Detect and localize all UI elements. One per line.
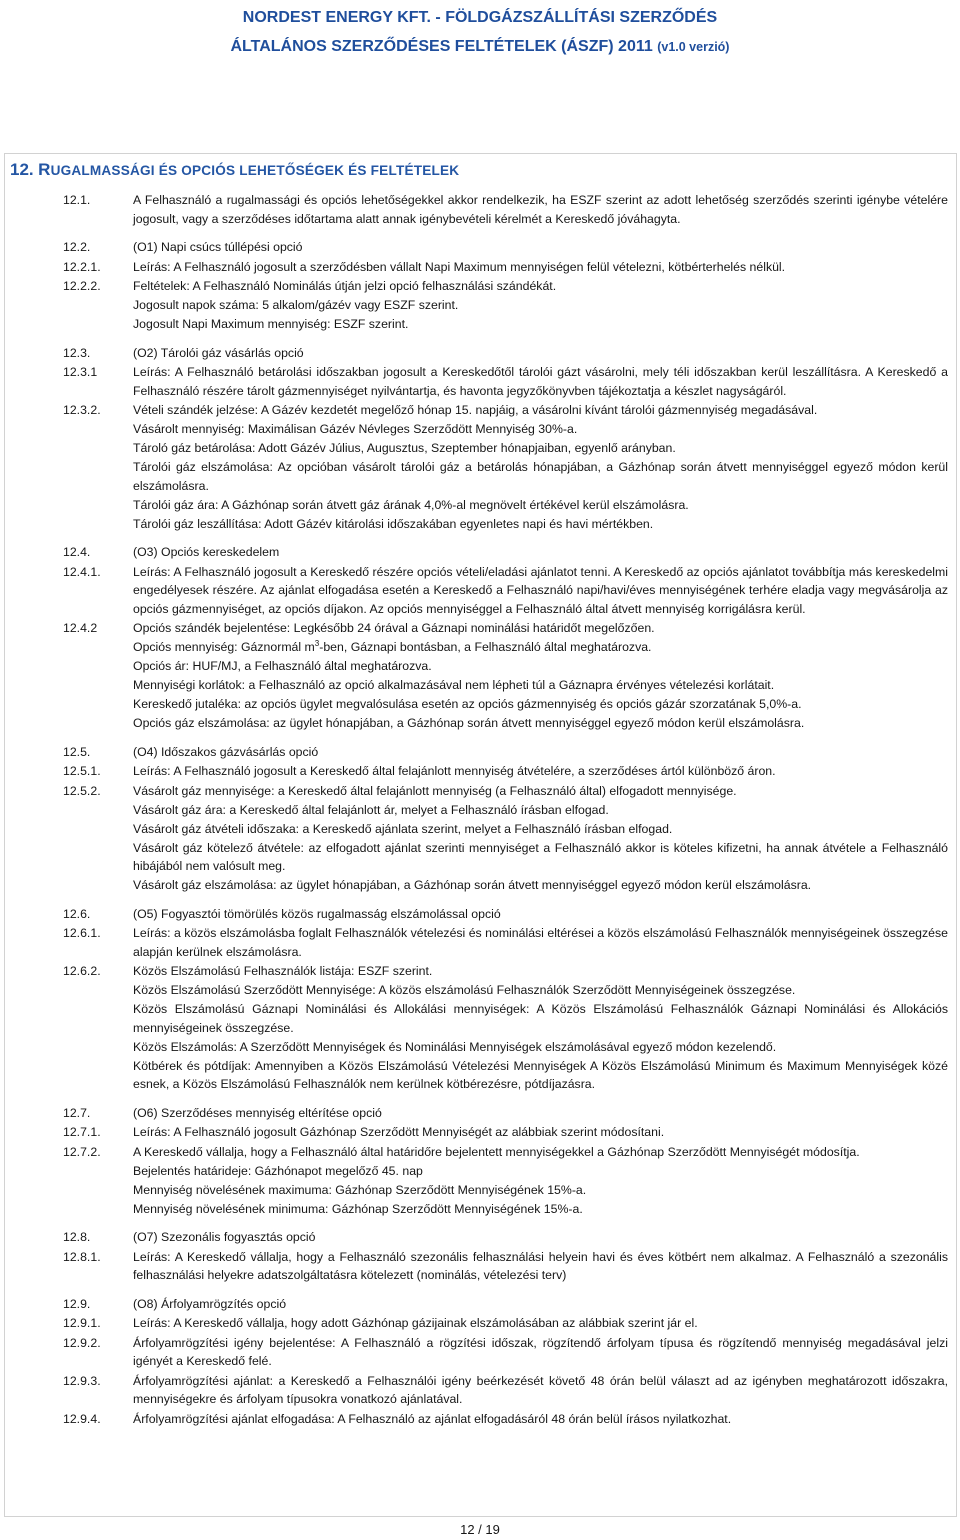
header-version: (v1.0 verzió) bbox=[657, 40, 730, 54]
option-heading-row bbox=[0, 1295, 960, 1314]
clause-number: 12.8. bbox=[63, 1230, 91, 1244]
clause-row bbox=[0, 277, 960, 334]
clause-paragraph: Opciós gáz elszámolása: az ügylet hónapjában, a Gázhónap során átvett mennyiséggel egyező módon kerül elszámolásra. bbox=[133, 716, 805, 730]
option-heading-row bbox=[0, 743, 960, 762]
option-heading-row bbox=[0, 238, 960, 257]
clause-paragraph: (O6) Szerződéses mennyiség eltérítése opció bbox=[133, 1105, 382, 1120]
clause-paragraph: Tárolói gáz elszámolása: Az opcióban vásárolt tárolói gáz a betárolás hónapjában, a Gázhónap során átvett mennyiséggel egyező módon kerül elszámolásra. bbox=[133, 460, 948, 493]
clause-text bbox=[133, 563, 948, 619]
clause-group bbox=[0, 1228, 960, 1285]
clause-number: 12.9. bbox=[63, 1296, 91, 1311]
clause-paragraph: Árfolyamrögzítési igény bejelentése: A Felhasználó a rögzítési időszak, rögzítendő árfolyam típusa és rögzítendő mennyiség megadásával jelzi igényét a Kereskedő felé. bbox=[133, 1335, 948, 1368]
clause-paragraph: (O8) Árfolyamrögzítés opció bbox=[133, 1296, 287, 1311]
header-title-line-1: NORDEST ENERGY KFT. - FÖLDGÁZSZÁLLÍTÁSI SZERZŐDÉS bbox=[242, 9, 718, 26]
clause-text bbox=[133, 1410, 948, 1429]
clause-text bbox=[133, 277, 948, 334]
clause-group bbox=[0, 238, 960, 334]
clause-number: 12.3. bbox=[63, 345, 91, 360]
clause-paragraph: A Felhasználó a rugalmassági és opciós lehetőségekkel akkor rendelkezik, ha ESZF szerint az adott lehetőség szerződés szerinti igénybe vételére jogosult, vagy a szerződéses időtartama alatt annak igénybevételi kérelmét a Kereskedő jóváhagyta. bbox=[133, 193, 948, 226]
clause-text bbox=[133, 1123, 948, 1142]
header-title-main: ÁLTALÁNOS SZERZŐDÉSES FELTÉTELEK (ÁSZF) 2011 bbox=[230, 38, 653, 55]
clause-paragraph: Jogosult napok száma: 5 alkalom/gázév vagy ESZF szerint. bbox=[133, 298, 459, 312]
clause-paragraph: Leírás: A Felhasználó jogosult a Kereskedő által felajánlott mennyiség átvételére, a szerződéses ártól különböző áron. bbox=[133, 764, 776, 778]
clause-number: 12.2.1. bbox=[63, 259, 101, 274]
clause-paragraph: Árfolyamrögzítési ajánlat: a Kereskedő a Felhasználói igény beérkezését követő 48 órán belül választ ad az igényben meghatározott időszakra, mennyiségekre és árfolyam típusokra vonatkozó ajánlatával. bbox=[133, 1373, 948, 1406]
superscript: 3 bbox=[314, 639, 320, 648]
clause-paragraph: Közös Elszámolású Szerződött Mennyisége: A közös elszámolású Felhasználók Szerződött Mennyiségeinek összegzése. bbox=[133, 983, 796, 997]
clause-paragraph: Vásárolt gáz kötelező átvétele: az elfogadott ajánlat szerinti mennyiséget a Felhasználó akkor is köteles kifizetni, ha annak átvétele a Felhasználó hibájából nem valósult meg. bbox=[133, 840, 948, 873]
clause-number: 12.9.4. bbox=[63, 1411, 101, 1426]
clause-number: 12.1. bbox=[63, 193, 91, 207]
clause-group bbox=[0, 905, 960, 1094]
clause-paragraph: Bejelentés határideje: Gázhónapot megelőző 45. nap bbox=[133, 1163, 423, 1178]
clause-row bbox=[0, 258, 960, 277]
clause-text bbox=[133, 962, 948, 1094]
clause-paragraph: A Kereskedő vállalja, hogy a Felhasználó által határidőre bejelentett mennyiségekkel a Gázhónap Szerződött Mennyiségét módosítja. bbox=[133, 1144, 860, 1159]
section-name: RUGALMASSÁGI ÉS OPCIÓS LEHETŐSÉGEK ÉS FELTÉTELEK bbox=[38, 160, 460, 179]
page-number: 12 / 19 bbox=[460, 1522, 500, 1537]
clause-group bbox=[0, 543, 960, 733]
clause-row bbox=[0, 619, 960, 733]
clause-number: 12.5.1. bbox=[63, 764, 101, 778]
clause-paragraph: Vásárolt mennyiség: Maximálisan Gázév Névleges Szerződött Mennyiség 30%-a. bbox=[133, 422, 578, 436]
clause-number: 12.3.1 bbox=[63, 365, 98, 379]
option-heading-row bbox=[0, 543, 960, 562]
option-heading-row bbox=[0, 1228, 960, 1247]
clause-text bbox=[133, 258, 948, 277]
clause-paragraph: Leírás: A Felhasználó jogosult a szerződésben vállalt Napi Maximum mennyiségen felül vételezni, kötbérterhelés nélkül. bbox=[133, 259, 786, 274]
clause-text bbox=[133, 543, 948, 562]
clause-row bbox=[0, 762, 960, 781]
clause-number: 12.9.2. bbox=[63, 1335, 101, 1350]
clause-row bbox=[0, 1334, 960, 1371]
clause-paragraph: Leírás: A Felhasználó jogosult a Kereskedő részére opciós vételi/eladási ajánlatot tenni. A Kereskedő az opciós ajánlatot továbbítja más kereskedelmi engedélyesek részére. Az ajánlat elfogadása esetén a Kereskedő a Felhasználó napi/havi/éves mennyiségének terhére eladja vagy megvásárolja az opciós gázmennyiséget, az opciós díjakon. Az opciós mennyiséggel a Felhasználó által átvett mennyiség korrigálásra kerül. bbox=[133, 564, 948, 616]
clause-row bbox=[0, 782, 960, 895]
section-number: 12. bbox=[10, 160, 34, 179]
option-heading-row bbox=[0, 905, 960, 924]
clause-text bbox=[133, 1248, 948, 1285]
clause-number: 12.6. bbox=[63, 906, 91, 921]
clause-row bbox=[0, 962, 960, 1094]
clause-number: 12.2. bbox=[63, 240, 91, 254]
clause-text bbox=[133, 1143, 948, 1219]
clause-text bbox=[133, 762, 948, 781]
clause-number: 12.7.2. bbox=[63, 1144, 101, 1159]
clause-paragraph: Kereskedő jutaléka: az opciós ügylet megvalósulása esetén az opciós gázmennyiség és opciós gázár szorzatának 5,0%-a. bbox=[133, 697, 802, 711]
clause-text bbox=[133, 238, 948, 257]
clause-paragraph: (O7) Szezonális fogyasztás opció bbox=[133, 1230, 316, 1244]
clause-row bbox=[0, 1314, 960, 1333]
clause-number: 12.9.3. bbox=[63, 1373, 101, 1388]
clause-row bbox=[0, 1410, 960, 1429]
clause-number: 12.8.1. bbox=[63, 1249, 101, 1264]
clause-number: 12.4.1. bbox=[63, 564, 101, 579]
clause-paragraph: Árfolyamrögzítési ajánlat elfogadása: A Felhasználó az ajánlat elfogadásáról 48 órán belül írásos nyilatkozhat. bbox=[133, 1411, 732, 1426]
clause-text bbox=[133, 924, 948, 961]
clause-group bbox=[0, 1104, 960, 1219]
clause-number: 12.3.2. bbox=[63, 403, 101, 417]
clause-text bbox=[133, 1228, 948, 1247]
clause-text bbox=[133, 363, 948, 400]
clause-text bbox=[133, 1334, 948, 1371]
clause-number: 12.7.1. bbox=[63, 1125, 101, 1139]
clause-paragraph: Leírás: A Kereskedő vállalja, hogy a Felhasználó szezonális felhasználási helyein havi és éves kötbért nem alkalmaz. A Felhasználó a szezonális felhasználási helyekre adatszolgáltatásra kötelezett (nominálás, vételezési terv) bbox=[133, 1249, 948, 1282]
clause-paragraph: Mennyiség növelésének maximuma: Gázhónap Szerződött Mennyiségének 15%-a. bbox=[133, 1182, 587, 1197]
clause-row bbox=[0, 401, 960, 533]
clause-paragraph: Tárolói gáz ára: A Gázhónap során átvett gáz árának 4,0%-al megnövelt értékével kerül elszámolásra. bbox=[133, 497, 689, 512]
clause-row bbox=[0, 1143, 960, 1219]
clause-number: 12.9.1. bbox=[63, 1316, 101, 1330]
clause-row bbox=[0, 924, 960, 961]
clause-paragraph: (O5) Fogyasztói tömörülés közös rugalmasság elszámolással opció bbox=[133, 906, 501, 921]
clause-paragraph: Vásárolt gáz átvételi időszaka: a Kereskedő ajánlata szerint, melyet a Felhasználó írásban elfogad. bbox=[133, 821, 673, 836]
clause-row bbox=[0, 1123, 960, 1142]
clause-paragraph: Leírás: a közös elszámolásba foglalt Felhasználók vételezési és nominálási eltérései a közös elszámolású Felhasználók mennyiségeinek összegzése alapján kerülnek elszámolásra. bbox=[133, 926, 948, 959]
clause-paragraph: Vásárolt gáz mennyisége: a Kereskedő által felajánlott mennyiség (a Felhasználó által) elfogadott mennyisége. bbox=[133, 783, 737, 798]
header-title-line-2 bbox=[0, 32, 960, 62]
clause-paragraph: Tárolói gáz leszállítása: Adott Gázév kitárolási időszakában egyenletes napi és havi mértékben. bbox=[133, 516, 654, 531]
clause-text bbox=[133, 1104, 948, 1123]
clause-group bbox=[0, 1295, 960, 1429]
clause-paragraph: Opciós ár: HUF/MJ, a Felhasználó által meghatározva. bbox=[133, 659, 432, 673]
clause-text bbox=[133, 1372, 948, 1409]
section-title bbox=[10, 157, 459, 184]
clause-paragraph: Feltételek: A Felhasználó Nominálás útján jelzi opció felhasználási szándékát. bbox=[133, 279, 557, 293]
option-heading-row bbox=[0, 1104, 960, 1123]
clause-paragraph: (O3) Opciós kereskedelem bbox=[133, 545, 280, 559]
clause-group bbox=[0, 743, 960, 895]
clause-text bbox=[133, 191, 948, 228]
clause-paragraph: Tároló gáz betárolása: Adott Gázév Július, Augusztus, Szeptember hónapjaiban, egyenlő arányban. bbox=[133, 441, 676, 455]
clause-text bbox=[133, 1295, 948, 1314]
clause-number: 12.4.2 bbox=[63, 621, 98, 635]
text-segment: -ben, Gáznapi bontásban, a Felhasználó által meghatározva. bbox=[319, 640, 652, 654]
clause-row bbox=[0, 1248, 960, 1285]
clause-paragraph: Leírás: A Felhasználó betárolási időszakban jogosult a Kereskedőtől tárolói gázt vásárolni, mely téli időszakban kerül leszállításra. A Kereskedő a Felhasználó részére tárolt gázmennyiséget nyilvántartja, és havonta jegyzőkönyvben tájékoztatja a készlet nagyságáról. bbox=[133, 365, 948, 398]
clause-paragraph: (O2) Tárolói gáz vásárlás opció bbox=[133, 345, 304, 360]
clause-row bbox=[0, 363, 960, 400]
clause-paragraph: Vételi szándék jelzése: A Gázév kezdetét megelőző hónap 15. napjáig, a vásárolni kívánt tárolói gázmennyiség megadásával. bbox=[133, 403, 818, 417]
clause-paragraph bbox=[133, 638, 948, 657]
clause-paragraph: Mennyiségi korlátok: a Felhasználó az opció alkalmazásával nem lépheti túl a Gáznapra érvényes vételezési korlátait. bbox=[133, 678, 775, 692]
clause-number: 12.7. bbox=[63, 1105, 91, 1120]
clause-number: 12.2.2. bbox=[63, 279, 101, 293]
clause-number: 12.6.1. bbox=[63, 926, 101, 940]
option-heading-row bbox=[0, 344, 960, 363]
clause-paragraph: (O4) Időszakos gázvásárlás opció bbox=[133, 744, 319, 759]
clause-paragraph: Vásárolt gáz ára: a Kereskedő által felajánlott ár, melyet a Felhasználó írásban elfogad. bbox=[133, 802, 609, 817]
clause-paragraph: Közös Elszámolás: A Szerződött Mennyiségek és Nominálási Mennyiségek elszámolásával egyező módon kezelendő. bbox=[133, 1039, 777, 1054]
clause-text bbox=[133, 743, 948, 762]
clause-text bbox=[133, 344, 948, 363]
clause-row bbox=[0, 191, 960, 228]
clause-group bbox=[0, 191, 960, 228]
clause-number: 12.6.2. bbox=[63, 964, 101, 978]
clause-group bbox=[0, 344, 960, 534]
section-body bbox=[0, 191, 960, 1428]
clause-paragraph: Kötbérek és pótdíjak: Amennyiben a Közös Elszámolású Vételezési Mennyiségek A Közös Elszámolású Minimum és Maximum Mennyiségek közé esnek, a Közös Elszámolású Felhasználók nem kerülnek kötbérezésre, pótdíjazásra. bbox=[133, 1058, 948, 1091]
clause-text bbox=[133, 401, 948, 533]
clause-paragraph: Közös Elszámolású Felhasználók listája: ESZF szerint. bbox=[133, 964, 433, 978]
clause-row bbox=[0, 1372, 960, 1409]
text-segment: Opciós mennyiség: Gáznormál m bbox=[133, 640, 315, 654]
clause-paragraph: (O1) Napi csúcs túllépési opció bbox=[133, 240, 303, 254]
document-header bbox=[0, 3, 960, 62]
clause-paragraph: Mennyiség növelésének minimuma: Gázhónap Szerződött Mennyiségének 15%-a. bbox=[133, 1201, 583, 1216]
clause-paragraph: Opciós szándék bejelentése: Legkésőbb 24 órával a Gáznapi nominálási határidőt megelőzően. bbox=[133, 621, 655, 635]
clause-number: 12.4. bbox=[63, 545, 91, 559]
clause-text bbox=[133, 782, 948, 895]
clause-paragraph: Vásárolt gáz elszámolása: az ügylet hónapjában, a Gázhónap során átvett mennyiséggel egyező módon kerül elszámolásra. bbox=[133, 878, 812, 892]
clause-text bbox=[133, 1314, 948, 1333]
clause-row bbox=[0, 563, 960, 619]
clause-paragraph: Közös Elszámolású Gáznapi Nominálási és Allokálási mennyiségek: A Közös Elszámolású Felhasználók Gáznapi Nominálási és Allokációs mennyiségeinek összegzése. bbox=[133, 1002, 948, 1035]
clause-text bbox=[133, 619, 948, 733]
clause-text bbox=[133, 905, 948, 924]
clause-number: 12.5. bbox=[63, 744, 91, 759]
clause-paragraph: Leírás: A Felhasználó jogosult Gázhónap Szerződött Mennyiségét az alábbiak szerint módosítani. bbox=[133, 1125, 665, 1139]
clause-paragraph: Leírás: A Kereskedő vállalja, hogy adott Gázhónap gázijainak elszámolásában az alábbiak szerint jár el. bbox=[133, 1316, 698, 1330]
clause-paragraph: Jogosult Napi Maximum mennyiség: ESZF szerint. bbox=[133, 317, 409, 331]
clause-number: 12.5.2. bbox=[63, 783, 101, 798]
